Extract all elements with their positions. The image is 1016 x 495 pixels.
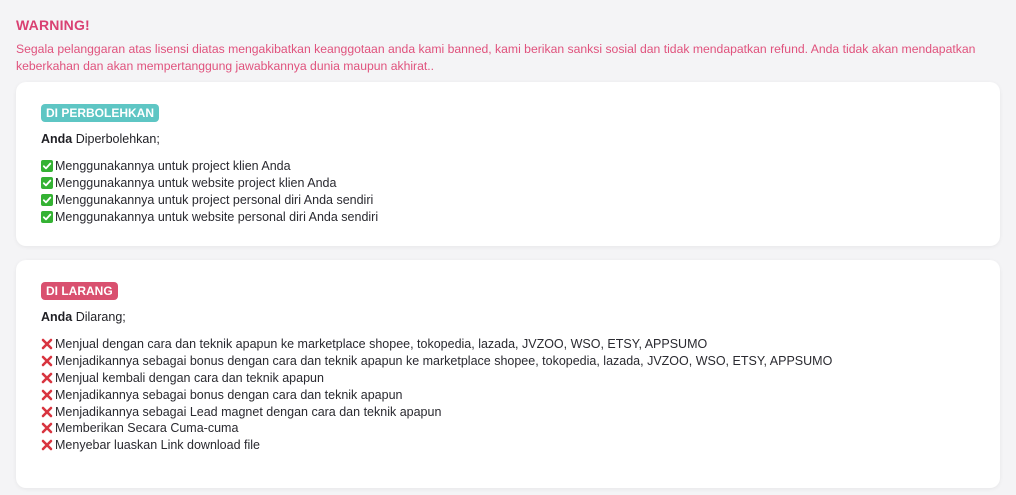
cross-mark-icon bbox=[41, 406, 53, 418]
list-item-label: Menjual kembali dengan cara dan teknik apapun bbox=[55, 370, 324, 385]
list-item bbox=[41, 437, 832, 454]
check-mark-icon bbox=[41, 211, 53, 223]
list-item-label: Menjadikannya sebagai bonus dengan cara dan teknik apapun bbox=[55, 387, 403, 402]
list-item-label: Menjadikannya sebagai bonus dengan cara dan teknik apapun ke marketplace shopee, tokopedia, lazada, JVZOO, WSO, ETSY, APPSUMO bbox=[55, 354, 833, 369]
cross-mark-icon bbox=[41, 338, 53, 350]
list-item bbox=[41, 386, 832, 403]
list-item-label: Menjual dengan cara dan teknik apapun ke marketplace shopee, tokopedia, lazada, JVZOO, WSO, ETSY, APPSUMO bbox=[55, 337, 708, 352]
cross-mark-icon bbox=[41, 372, 53, 384]
allowed-intro-subject: Anda bbox=[41, 132, 73, 146]
list-item-label: Menggunakannya untuk project klien Anda bbox=[55, 159, 291, 174]
forbidden-intro-text: Dilarang; bbox=[72, 310, 126, 324]
list-item bbox=[41, 420, 832, 437]
forbidden-card bbox=[16, 260, 1000, 488]
check-mark-icon bbox=[41, 160, 53, 172]
list-item bbox=[41, 353, 832, 370]
cross-mark-icon bbox=[41, 422, 53, 434]
list-item bbox=[41, 208, 378, 225]
check-mark-icon bbox=[41, 177, 53, 189]
list-item-label: Menyebar luaskan Link download file bbox=[55, 438, 260, 453]
allowed-list bbox=[41, 158, 378, 225]
warning-section bbox=[16, 14, 1006, 75]
list-item bbox=[41, 158, 378, 175]
cross-mark-icon bbox=[41, 389, 53, 401]
list-item bbox=[41, 175, 378, 192]
forbidden-intro-subject: Anda bbox=[41, 310, 73, 324]
cross-mark-icon bbox=[41, 439, 53, 451]
forbidden-badge: DI LARANG bbox=[41, 282, 118, 300]
list-item bbox=[41, 192, 378, 209]
list-item bbox=[41, 336, 832, 353]
list-item bbox=[41, 370, 832, 387]
list-item-label: Menggunakannya untuk website project klien Anda bbox=[55, 176, 337, 191]
allowed-intro-text: Diperbolehkan; bbox=[72, 132, 160, 146]
allowed-card bbox=[16, 82, 1000, 246]
allowed-intro bbox=[41, 131, 160, 147]
check-mark-icon bbox=[41, 194, 53, 206]
warning-text: Segala pelanggaran atas lisensi diatas mengakibatkan keanggotaan anda kami banned, kami berikan sanksi sosial dan tidak mendapatkan refund. Anda tidak akan mendapatkan keberkahan dan akan mempertanggung jawabkannya dunia maupun akhirat.. bbox=[16, 42, 976, 73]
forbidden-list bbox=[41, 336, 832, 454]
list-item-label: Menggunakannya untuk project personal diri Anda sendiri bbox=[55, 192, 374, 207]
warning-title: WARNING! bbox=[16, 17, 90, 33]
cross-mark-icon bbox=[41, 355, 53, 367]
forbidden-intro bbox=[41, 309, 126, 325]
list-item-label: Menggunakannya untuk website personal diri Anda sendiri bbox=[55, 209, 379, 224]
list-item-label: Memberikan Secara Cuma-cuma bbox=[55, 421, 239, 436]
list-item bbox=[41, 403, 832, 420]
allowed-badge: DI PERBOLEHKAN bbox=[41, 104, 159, 122]
list-item-label: Menjadikannya sebagai Lead magnet dengan cara dan teknik apapun bbox=[55, 404, 442, 419]
